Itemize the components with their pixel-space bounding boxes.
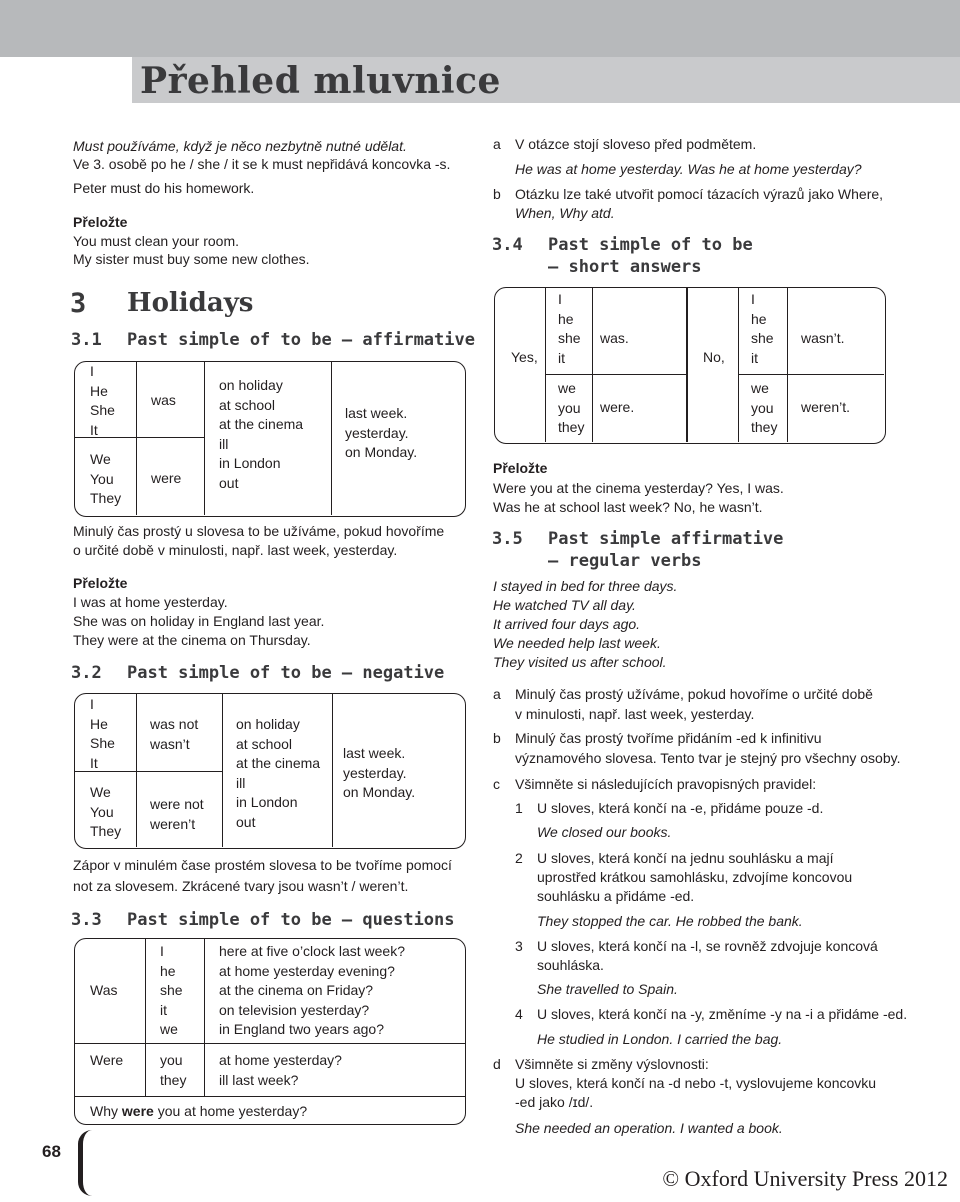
pronoun: they [160,1071,187,1088]
table-divider [204,362,205,515]
section-title: Past simple affirmative [548,529,784,549]
verb-was: was [151,392,176,408]
pronoun: I [90,696,94,712]
place: on holiday [236,716,300,732]
translate-label: Přeložte [73,214,128,230]
time: last week. [343,745,406,761]
translate-line: My sister must buy some new clothes. [73,251,310,267]
place: ill [219,435,229,452]
pronoun: he [160,962,176,979]
section-number: 3.5 [492,529,523,549]
note-marker: b [493,186,501,202]
pronoun: we [558,380,576,396]
rule-number: 4 [515,1006,523,1022]
unit-number: 3 [70,288,87,319]
table-divider [136,362,137,515]
translate-line: Was he at school last week? No, he wasn’t. [493,499,763,515]
pronoun: they [558,419,585,435]
example-line: I stayed in bed for three days. [493,578,678,594]
time: on Monday. [345,444,418,460]
page-bracket [78,1130,99,1196]
pronoun: she [558,330,581,346]
table-divider [738,288,739,442]
table-divider [787,288,788,442]
translate-line: She was on holiday in England last year. [73,613,325,629]
table-divider [686,288,688,442]
places-list [219,376,303,493]
question-was: Was [90,982,118,998]
section-number: 3.3 [71,910,102,930]
place: out [236,813,256,830]
table-divider [331,362,332,515]
pronoun: It [90,421,98,438]
rule-number: 3 [515,938,523,954]
yes-label: Yes, [511,349,538,365]
example-line: We needed help last week. [493,635,661,651]
pronoun: You [90,803,114,820]
pronoun-list [160,1051,186,1090]
rule-text: souhlásku a přidáme -ed. [537,888,695,904]
pronoun: I [558,291,562,307]
place: ill last week? [219,1071,299,1088]
section-number: 3.2 [71,663,102,683]
negative-singular [150,715,198,754]
time: on Monday. [343,784,416,800]
times-list [345,404,417,463]
pronoun-list [90,695,121,842]
note-example: He was at home yesterday. Was he at home yesterday? [515,161,862,177]
pronoun: we [751,380,769,396]
note-line: V otázce stojí sloveso před podmětem. [515,136,757,152]
must-line-1: Must používáme, když je něco nezbytně nutné udělat. [73,138,407,154]
pronoun: You [90,470,114,487]
answer-wasnt: wasn’t. [801,330,845,346]
section-title: — regular verbs [548,551,702,571]
pronoun: she [160,982,183,998]
negative-plural [150,795,204,834]
note-line: When, Why atd. [515,205,615,221]
translate-line: Were you at the cinema yesterday? Yes, I was. [493,480,784,496]
answer-were: were. [600,399,635,415]
note-line: -ed jako /ɪd/. [515,1094,594,1110]
note-line: Minulý čas prostý užíváme, pokud hovoříme o určité době [515,686,873,702]
place: at home yesterday? [219,1052,342,1068]
rule-text: U sloves, která končí na -y, změníme -y na -i a přidáme -ed. [537,1006,908,1022]
rule-example: They stopped the car. He robbed the bank. [537,913,803,929]
no-label: No, [703,349,725,365]
table-divider [332,694,333,847]
note-line: Minulý čas prostý u slovesa to be užíváme, pokud hovoříme [73,523,445,539]
pronoun: it [558,349,565,366]
time: last week. [345,405,408,421]
table-divider [75,1096,465,1097]
section-number: 3.4 [492,235,523,255]
answer-werent: weren’t. [801,399,851,415]
pronoun: you [160,1052,183,1068]
rule-text: uprostřed krátkou samohlásku, zdvojíme koncovou [537,869,853,885]
note-marker: d [493,1056,501,1072]
copyright: © Oxford University Press 2012 [662,1166,948,1191]
why-text: Why [90,1103,122,1119]
pronoun: you [558,399,581,416]
rule-example: He studied in London. I carried the bag. [537,1031,783,1047]
pronoun: We [90,784,111,800]
translate-label: Přeložte [73,575,128,591]
note-line: v minulosti, např. last week, yesterday. [515,706,755,722]
section-title: Past simple of to be — negative [127,663,445,683]
rule-text: U sloves, která končí na -l, se rovněž zdvojuje koncová [537,938,878,954]
example-line: They visited us after school. [493,654,667,670]
note-line: Všimněte si změny výslovnosti: [515,1056,709,1072]
translate-label: Přeložte [493,460,548,476]
note-marker: c [493,776,500,792]
pronoun: it [160,1001,167,1018]
section-title: Past simple of to be — affirmative [127,330,475,350]
translate-line: You must clean your room. [73,233,240,249]
table-divider [739,374,884,375]
example-line: It arrived four days ago. [493,616,641,632]
pronoun: he [751,310,767,327]
place: in London [219,455,281,471]
negative-form: weren’t [150,815,196,832]
place: at the cinema [219,416,304,432]
pronoun: He [90,382,108,399]
pronoun: we [160,1021,178,1037]
rule-text: U sloves, která končí na jednu souhlásku a mají [537,850,834,866]
pronoun: It [90,754,98,771]
rule-number: 1 [515,800,523,816]
pronoun: you [751,399,774,416]
pronoun-list [558,290,581,368]
place: at school [236,735,293,752]
note-example: She needed an operation. I wanted a book. [515,1120,783,1136]
section-title: Past simple of to be [548,235,753,255]
why-verb: were [121,1103,154,1119]
top-band [0,0,960,57]
pronoun-list [558,379,584,438]
place: on holiday [219,377,283,393]
place: at school [219,396,276,413]
place: here at five o’clock last week? [219,943,405,959]
note-line: Všimněte si následujících pravopisných pravidel: [515,776,817,792]
pronoun: She [90,735,115,751]
pronoun: She [90,402,115,418]
note-marker: b [493,730,501,746]
rule-text: souhláska. [537,957,604,973]
negative-form: were not [150,796,204,812]
table-divider [592,288,593,442]
rule-text: U sloves, která končí na -e, přidáme pouze -d. [537,800,824,816]
note-marker: a [493,686,501,702]
rule-example: We closed our books. [537,824,672,840]
places-list [236,715,320,832]
pronoun: he [558,310,574,327]
pronoun: they [751,419,778,435]
note-line: U sloves, která končí na -d nebo -t, vyslovujeme koncovku [515,1075,877,1091]
pronoun: I [160,943,164,959]
negative-form: was not [150,716,199,732]
must-example: Peter must do his homework. [73,180,255,196]
pronoun-list [90,362,121,509]
unit-title: Holidays [127,288,254,318]
rule-example: She travelled to Spain. [537,981,678,997]
answer-was: was. [600,330,629,346]
section-title: Past simple of to be — questions [127,910,455,930]
note-line: Minulý čas prostý tvoříme přidáním -ed k infinitivu [515,730,822,746]
page-number: 68 [42,1142,61,1161]
pronoun: They [90,490,122,506]
pronoun: We [90,451,111,467]
note-line: o určité době v minulosti, např. last week, yesterday. [73,542,398,558]
time: yesterday. [345,424,409,441]
pronoun: it [751,349,758,366]
table-divider [204,939,205,1096]
pronoun: He [90,715,108,732]
place: at home yesterday evening? [219,962,395,979]
table-divider [145,939,146,1096]
times-list [343,744,415,803]
question-were: Were [90,1052,124,1068]
note-marker: a [493,136,501,152]
place: out [219,474,239,491]
verb-were: were [151,470,182,486]
note-line: Otázku lze také utvořit pomocí tázacích výrazů jako Where, [515,186,884,202]
note-line: not za slovesem. Zkrácené tvary jsou wasn’t / weren’t. [73,878,409,894]
place: at the cinema [236,755,321,771]
section-number: 3.1 [71,330,102,350]
table-divider [545,288,546,442]
places-list [219,942,405,1040]
page-title: Přehled mluvnice [140,60,501,102]
time: yesterday. [343,764,407,781]
must-line-2: Ve 3. osobě po he / she / it se k must nepřidává koncovka -s. [73,156,451,172]
table-divider [546,374,686,375]
pronoun-list [160,942,183,1040]
translate-line: They were at the cinema on Thursday. [73,632,311,648]
pronoun-list [751,290,774,368]
place: in London [236,794,298,810]
pronoun: I [90,363,94,379]
table-divider [75,1043,465,1044]
place: at the cinema on Friday? [219,982,374,998]
section-title: — short answers [548,257,702,277]
place: ill [236,774,246,791]
places-list [219,1051,342,1090]
short-answers-table [494,287,886,444]
note-line: Zápor v minulém čase prostém slovesa to be tvoříme pomocí [73,857,452,873]
pronoun: They [90,823,122,839]
translate-line: I was at home yesterday. [73,594,228,610]
why-text: you at home yesterday? [153,1103,308,1119]
pronoun: I [751,291,755,307]
example-line: He watched TV all day. [493,597,636,613]
place: on television yesterday? [219,1001,370,1018]
note-line: významového slovesa. Tento tvar je stejný pro všechny osoby. [515,750,901,766]
pronoun-list [751,379,777,438]
negative-form: wasn’t [150,735,190,752]
rule-number: 2 [515,850,523,866]
place: in England two years ago? [219,1021,384,1037]
pronoun: she [751,330,774,346]
why-question [90,1102,307,1122]
